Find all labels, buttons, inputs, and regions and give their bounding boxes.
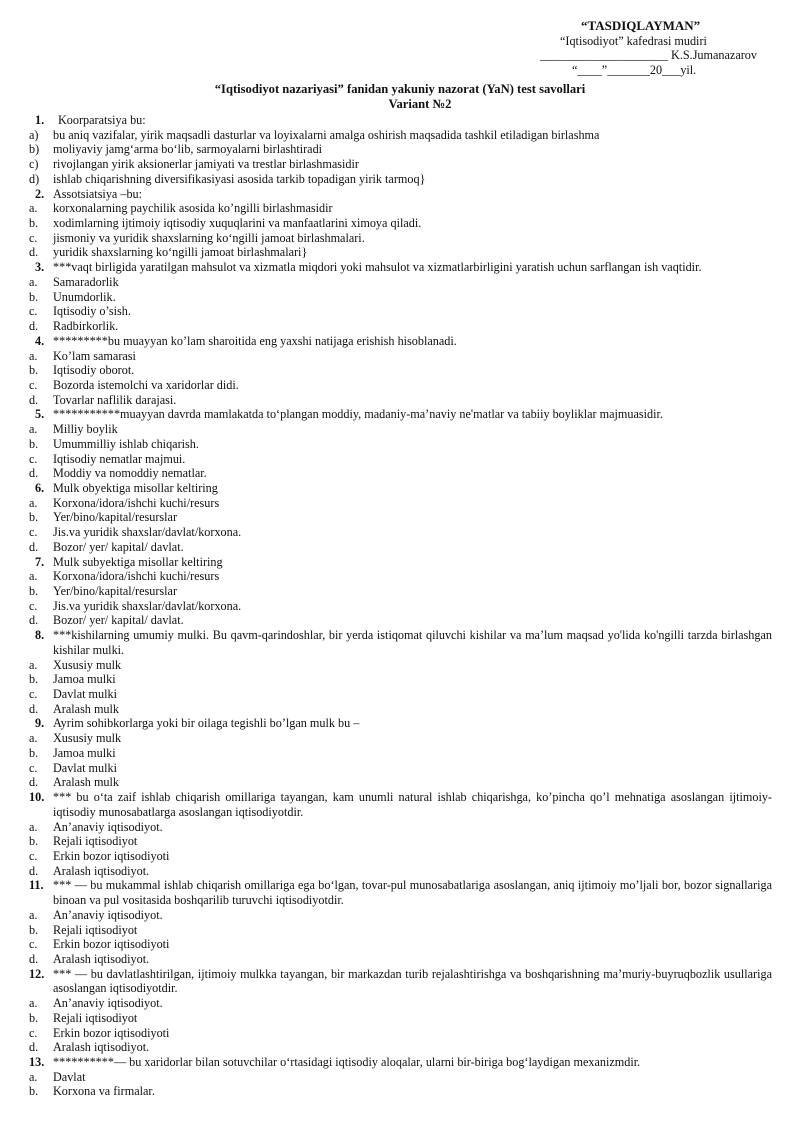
answer-option: [0, 275, 800, 290]
question-text: Assotsiatsiya –bu:: [53, 186, 143, 201]
option-letter: b.: [29, 436, 39, 451]
question-item: [0, 260, 800, 275]
question-item: [0, 113, 800, 128]
option-letter: c.: [29, 525, 38, 540]
question-text: *** — bu mukammal ishlab chiqarish omillariga ega bo‘lgan, tovar-pul munosabatlariga asoslangan, aniq ijtimoiy mo’ljali bor, bozor signallariga binoan va pul vositasida boshqarilib turuvchi iqtisodiyotdir.: [53, 878, 772, 908]
option-letter: b.: [29, 216, 39, 231]
option-text: Erkin bozor iqtisodiyoti: [53, 848, 170, 863]
question-text: ***********muayyan davrda mamlakatda to‘plangan moddiy, madaniy-ma’naviy ne'matlar va tabiiy boyliklar majmuasidir.: [53, 407, 663, 422]
option-text: Korxona/idora/ishchi kuchi/resurs: [53, 569, 220, 584]
option-text: Korxona va firmalar.: [53, 1084, 155, 1099]
option-letter: b.: [29, 1010, 39, 1025]
approval-block: [540, 19, 780, 78]
question-item: [0, 790, 800, 819]
answer-option: [0, 525, 800, 540]
question-number: 5.: [35, 407, 45, 422]
answer-option: [0, 510, 800, 525]
option-letter: c.: [29, 937, 38, 952]
option-text: Unumdorlik.: [53, 289, 116, 304]
option-text: Moddiy va nomoddiy nematlar.: [53, 466, 207, 481]
answer-option: [0, 363, 800, 378]
option-letter: c.: [29, 848, 38, 863]
option-text: jismoniy va yuridik shaxslarning ko‘ngilli jamoat birlashmalari.: [53, 230, 365, 245]
option-text: rivojlangan yirik aksionerlar jamiyati va trestlar birlashmasidir: [53, 157, 359, 172]
option-letter: a.: [29, 907, 38, 922]
answer-option: [0, 672, 800, 687]
option-text: Aralash iqtisodiyot.: [53, 863, 150, 878]
option-letter: a.: [29, 657, 38, 672]
question-number: 2.: [35, 186, 45, 201]
option-text: Iqtisodiy oborot.: [53, 363, 135, 378]
question-text: *** bu o‘ta zaif ishlab chiqarish omillariga tayangan, kam unumli natural ishlab chiqarishga, ko’pincha qo’l mehnatiga asoslangan ijtimoiy-iqtisodiy munosabatlarga asoslangan iqtisodiyotdir.: [53, 790, 772, 819]
answer-option: [0, 290, 800, 305]
question-number: 12.: [29, 966, 45, 981]
question-text: Ayrim sohibkorlarga yoki bir oilaga tegishli bo’lgan mulk bu –: [53, 716, 360, 731]
option-letter: b.: [29, 584, 39, 598]
answer-option: [0, 422, 800, 437]
option-letter: a.: [29, 495, 38, 510]
option-letter: b.: [29, 1084, 39, 1099]
option-text: An’anaviy iqtisodiyot.: [53, 996, 163, 1011]
option-text: Milliy boylik: [53, 422, 118, 437]
option-letter: d.: [29, 775, 39, 790]
department-head-label: “Iqtisodiyot” kafedrasi mudiri: [560, 33, 707, 48]
option-letter: d): [29, 171, 40, 186]
document-title: [0, 82, 800, 111]
option-text: yuridik shaxslarning ko‘ngilli jamoat birlashmalari}: [53, 245, 308, 260]
question-number: 9.: [35, 716, 45, 731]
answer-option: [0, 937, 800, 952]
option-text: Xususiy mulk: [53, 657, 122, 672]
answer-option: [0, 304, 800, 319]
answer-option: [0, 996, 800, 1011]
answer-option: [0, 216, 800, 231]
option-letter: b.: [29, 922, 39, 937]
answer-option: [0, 201, 800, 216]
answer-option: [0, 393, 800, 408]
option-text: xodimlarning ijtimoiy iqtisodiy xuquqlarini va manfaatlarini ximoya qiladi.: [53, 216, 422, 231]
option-text: Yer/bino/kapital/resurslar: [53, 584, 177, 598]
option-text: korxonalarning paychilik asosida ko’ngilli birlashmasidir: [53, 201, 333, 216]
option-letter: d.: [29, 613, 39, 628]
option-text: moliyaviy jamg‘arma bo‘lib, sarmoyalarni birlashtiradi: [53, 142, 323, 157]
option-letter: c.: [29, 304, 38, 319]
answer-option: [0, 437, 800, 452]
question-number: 10.: [29, 790, 45, 805]
option-letter: a.: [29, 996, 38, 1011]
question-number: 6.: [35, 480, 45, 495]
answer-option: [0, 1040, 800, 1055]
option-letter: b): [29, 142, 40, 157]
option-text: Samaradorlik: [53, 274, 119, 289]
option-letter: d.: [29, 1040, 39, 1055]
question-number: 4.: [35, 333, 45, 348]
option-text: Jis.va yuridik shaxslar/davlat/korxona.: [53, 598, 242, 613]
answer-option: [0, 820, 800, 835]
answer-option: [0, 569, 800, 584]
option-text: Umummilliy ishlab chiqarish.: [53, 436, 199, 451]
date-line: “____”_______20___yil.: [572, 63, 697, 78]
answer-option: [0, 599, 800, 614]
option-text: bu aniq vazifalar, yirik maqsadli dasturlar va loyixalarni amalga oshirish maqsadida tashkil etiladigan birlashma: [53, 127, 600, 142]
answer-option: [0, 834, 800, 849]
answer-option: [0, 1026, 800, 1041]
option-text: Ko’lam samarasi: [53, 348, 136, 363]
option-letter: d.: [29, 319, 39, 334]
question-list: [0, 113, 800, 1099]
option-letter: c.: [29, 377, 38, 392]
question-text: *********bu muayyan ko’lam sharoitida eng yaxshi natijaga erishish hisoblanadi.: [53, 333, 457, 348]
answer-option: [0, 231, 800, 246]
answer-option: [0, 540, 800, 555]
question-number: 7.: [35, 554, 45, 569]
answer-option: [0, 746, 800, 761]
answer-option: [0, 687, 800, 702]
option-text: Jamoa mulki: [53, 745, 116, 760]
option-text: Xususiy mulk: [53, 731, 122, 746]
option-text: Davlat mulki: [53, 760, 117, 775]
question-item: [0, 967, 800, 996]
option-letter: c.: [29, 451, 38, 466]
option-letter: c.: [29, 1025, 38, 1040]
answer-option: [0, 157, 800, 172]
option-letter: a.: [29, 569, 38, 584]
question-number: 1.: [35, 113, 45, 127]
option-text: Aralash iqtisodiyot.: [53, 951, 150, 966]
option-text: Iqtisodiy o’sish.: [53, 304, 131, 319]
option-letter: a.: [29, 201, 38, 216]
option-letter: c.: [29, 230, 38, 245]
answer-option: [0, 142, 800, 157]
option-text: Davlat: [53, 1069, 86, 1084]
option-text: Rejali iqtisodiyot: [53, 922, 138, 937]
question-text: ***kishilarning umumiy mulki. Bu qavm-qarindoshlar, bir yerda istiqomat qiluvchi kishilar va ma’lum maqsad yo'lida ko'ngilli tarzda birlashgan kishilar mulki.: [53, 628, 772, 657]
answer-option: [0, 584, 800, 599]
option-letter: a.: [29, 348, 38, 363]
option-letter: d.: [29, 863, 39, 878]
question-text: Koorparatsiya bu:: [58, 113, 146, 127]
option-letter: b.: [29, 672, 39, 687]
option-text: Davlat mulki: [53, 687, 117, 702]
option-text: Bozor/ yer/ kapital/ davlat.: [53, 539, 184, 554]
option-letter: b.: [29, 363, 39, 378]
option-text: Aralash mulk: [53, 775, 120, 790]
option-text: Rejali iqtisodiyot: [53, 834, 138, 849]
option-letter: a): [29, 127, 39, 142]
answer-option: [0, 702, 800, 717]
option-letter: a.: [29, 819, 38, 834]
answer-option: [0, 319, 800, 334]
answer-option: [0, 658, 800, 673]
question-item: [0, 878, 800, 907]
question-text: Mulk subyektiga misollar keltiring: [53, 554, 223, 569]
question-item: [0, 334, 800, 349]
option-text: An’anaviy iqtisodiyot.: [53, 819, 163, 834]
option-letter: b.: [29, 745, 39, 760]
test-title: “Iqtisodiyot nazariyasi” fanidan yakuniy nazorat (YaN) test savollari: [214, 82, 586, 96]
question-text: ***vaqt birligida yaratilgan mahsulot va xizmatla miqdori yoki mahsulot va xizmatlarbirligini yaratish uchun sarflangan ish vaqtidir.: [53, 260, 702, 275]
answer-option: [0, 496, 800, 511]
answer-option: [0, 761, 800, 776]
option-text: Yer/bino/kapital/resurslar: [53, 510, 177, 525]
option-letter: a.: [29, 1069, 38, 1084]
option-text: Jis.va yuridik shaxslar/davlat/korxona.: [53, 525, 242, 540]
answer-option: [0, 923, 800, 938]
option-text: Korxona/idora/ishchi kuchi/resurs: [53, 495, 220, 510]
question-item: [0, 187, 800, 202]
option-letter: b.: [29, 510, 39, 525]
option-text: Bozor/ yer/ kapital/ davlat.: [53, 613, 184, 628]
answer-option: [0, 466, 800, 481]
option-letter: b.: [29, 289, 39, 304]
option-letter: d.: [29, 539, 39, 554]
option-text: Jamoa mulki: [53, 672, 116, 687]
question-text: Mulk obyektiga misollar keltiring: [53, 480, 218, 495]
answer-option: [0, 452, 800, 467]
answer-option: [0, 952, 800, 967]
answer-option: [0, 731, 800, 746]
answer-option: [0, 1070, 800, 1085]
option-text: An’anaviy iqtisodiyot.: [53, 907, 163, 922]
answer-option: [0, 775, 800, 790]
option-letter: d.: [29, 245, 39, 260]
question-text: **********— bu xaridorlar bilan sotuvchilar o‘rtasidagi iqtisodiy aloqalar, ularni bir-biriga bog‘laydigan mexanizmdir.: [53, 1055, 641, 1069]
option-letter: c.: [29, 598, 38, 613]
option-text: ishlab chiqarishning diversifikasiyasi asosida tarkib topadigan yirik tarmoq}: [53, 171, 426, 186]
signature-line: _____________________ K.S.Jumanazarov: [540, 48, 757, 63]
answer-option: [0, 908, 800, 923]
option-text: Radbirkorlik.: [53, 319, 119, 334]
option-text: Erkin bozor iqtisodiyoti: [53, 937, 170, 952]
answer-option: [0, 1011, 800, 1026]
question-number: 3.: [35, 260, 45, 275]
question-item: [0, 481, 800, 496]
question-item: [0, 628, 800, 657]
option-letter: b.: [29, 834, 39, 849]
answer-option: [0, 1084, 800, 1099]
question-number: 11.: [29, 878, 44, 893]
question-item: [0, 716, 800, 731]
question-number: 8.: [35, 628, 45, 643]
option-letter: d.: [29, 951, 39, 966]
question-item: [0, 407, 800, 422]
option-text: Rejali iqtisodiyot: [53, 1010, 138, 1025]
option-letter: c.: [29, 760, 38, 775]
question-item: [0, 1055, 800, 1070]
option-letter: a.: [29, 422, 38, 437]
answer-option: [0, 849, 800, 864]
answer-option: [0, 245, 800, 260]
option-letter: d.: [29, 466, 39, 481]
answer-option: [0, 378, 800, 393]
question-item: [0, 555, 800, 570]
option-text: Aralash mulk: [53, 701, 120, 716]
variant-label: Variant №2: [388, 96, 452, 111]
option-letter: a.: [29, 274, 38, 289]
option-letter: c): [29, 157, 39, 172]
answer-option: [0, 128, 800, 143]
answer-option: [0, 349, 800, 364]
option-text: Aralash iqtisodiyot.: [53, 1040, 150, 1055]
option-letter: d.: [29, 392, 39, 407]
option-text: Bozorda istemolchi va xaridorlar didi.: [53, 377, 239, 392]
option-letter: d.: [29, 701, 39, 716]
answer-option: [0, 172, 800, 187]
option-text: Iqtisodiy nematlar majmui.: [53, 451, 186, 466]
option-text: Tovarlar naflilik darajasi.: [53, 392, 177, 407]
question-text: *** — bu davlatlashtirilgan, ijtimoiy mulkka tayangan, bir markazdan turib rejalashtirishga va boshqarishning ma’muriy-buyruqbozlik usullariga asoslangan iqtisodiyotdir.: [53, 966, 772, 996]
approval-title: “TASDIQLAYMAN”: [581, 18, 701, 33]
option-letter: a.: [29, 731, 38, 746]
option-text: Erkin bozor iqtisodiyoti: [53, 1025, 170, 1040]
answer-option: [0, 864, 800, 879]
answer-option: [0, 613, 800, 628]
option-letter: c.: [29, 687, 38, 702]
question-number: 13.: [29, 1055, 45, 1069]
